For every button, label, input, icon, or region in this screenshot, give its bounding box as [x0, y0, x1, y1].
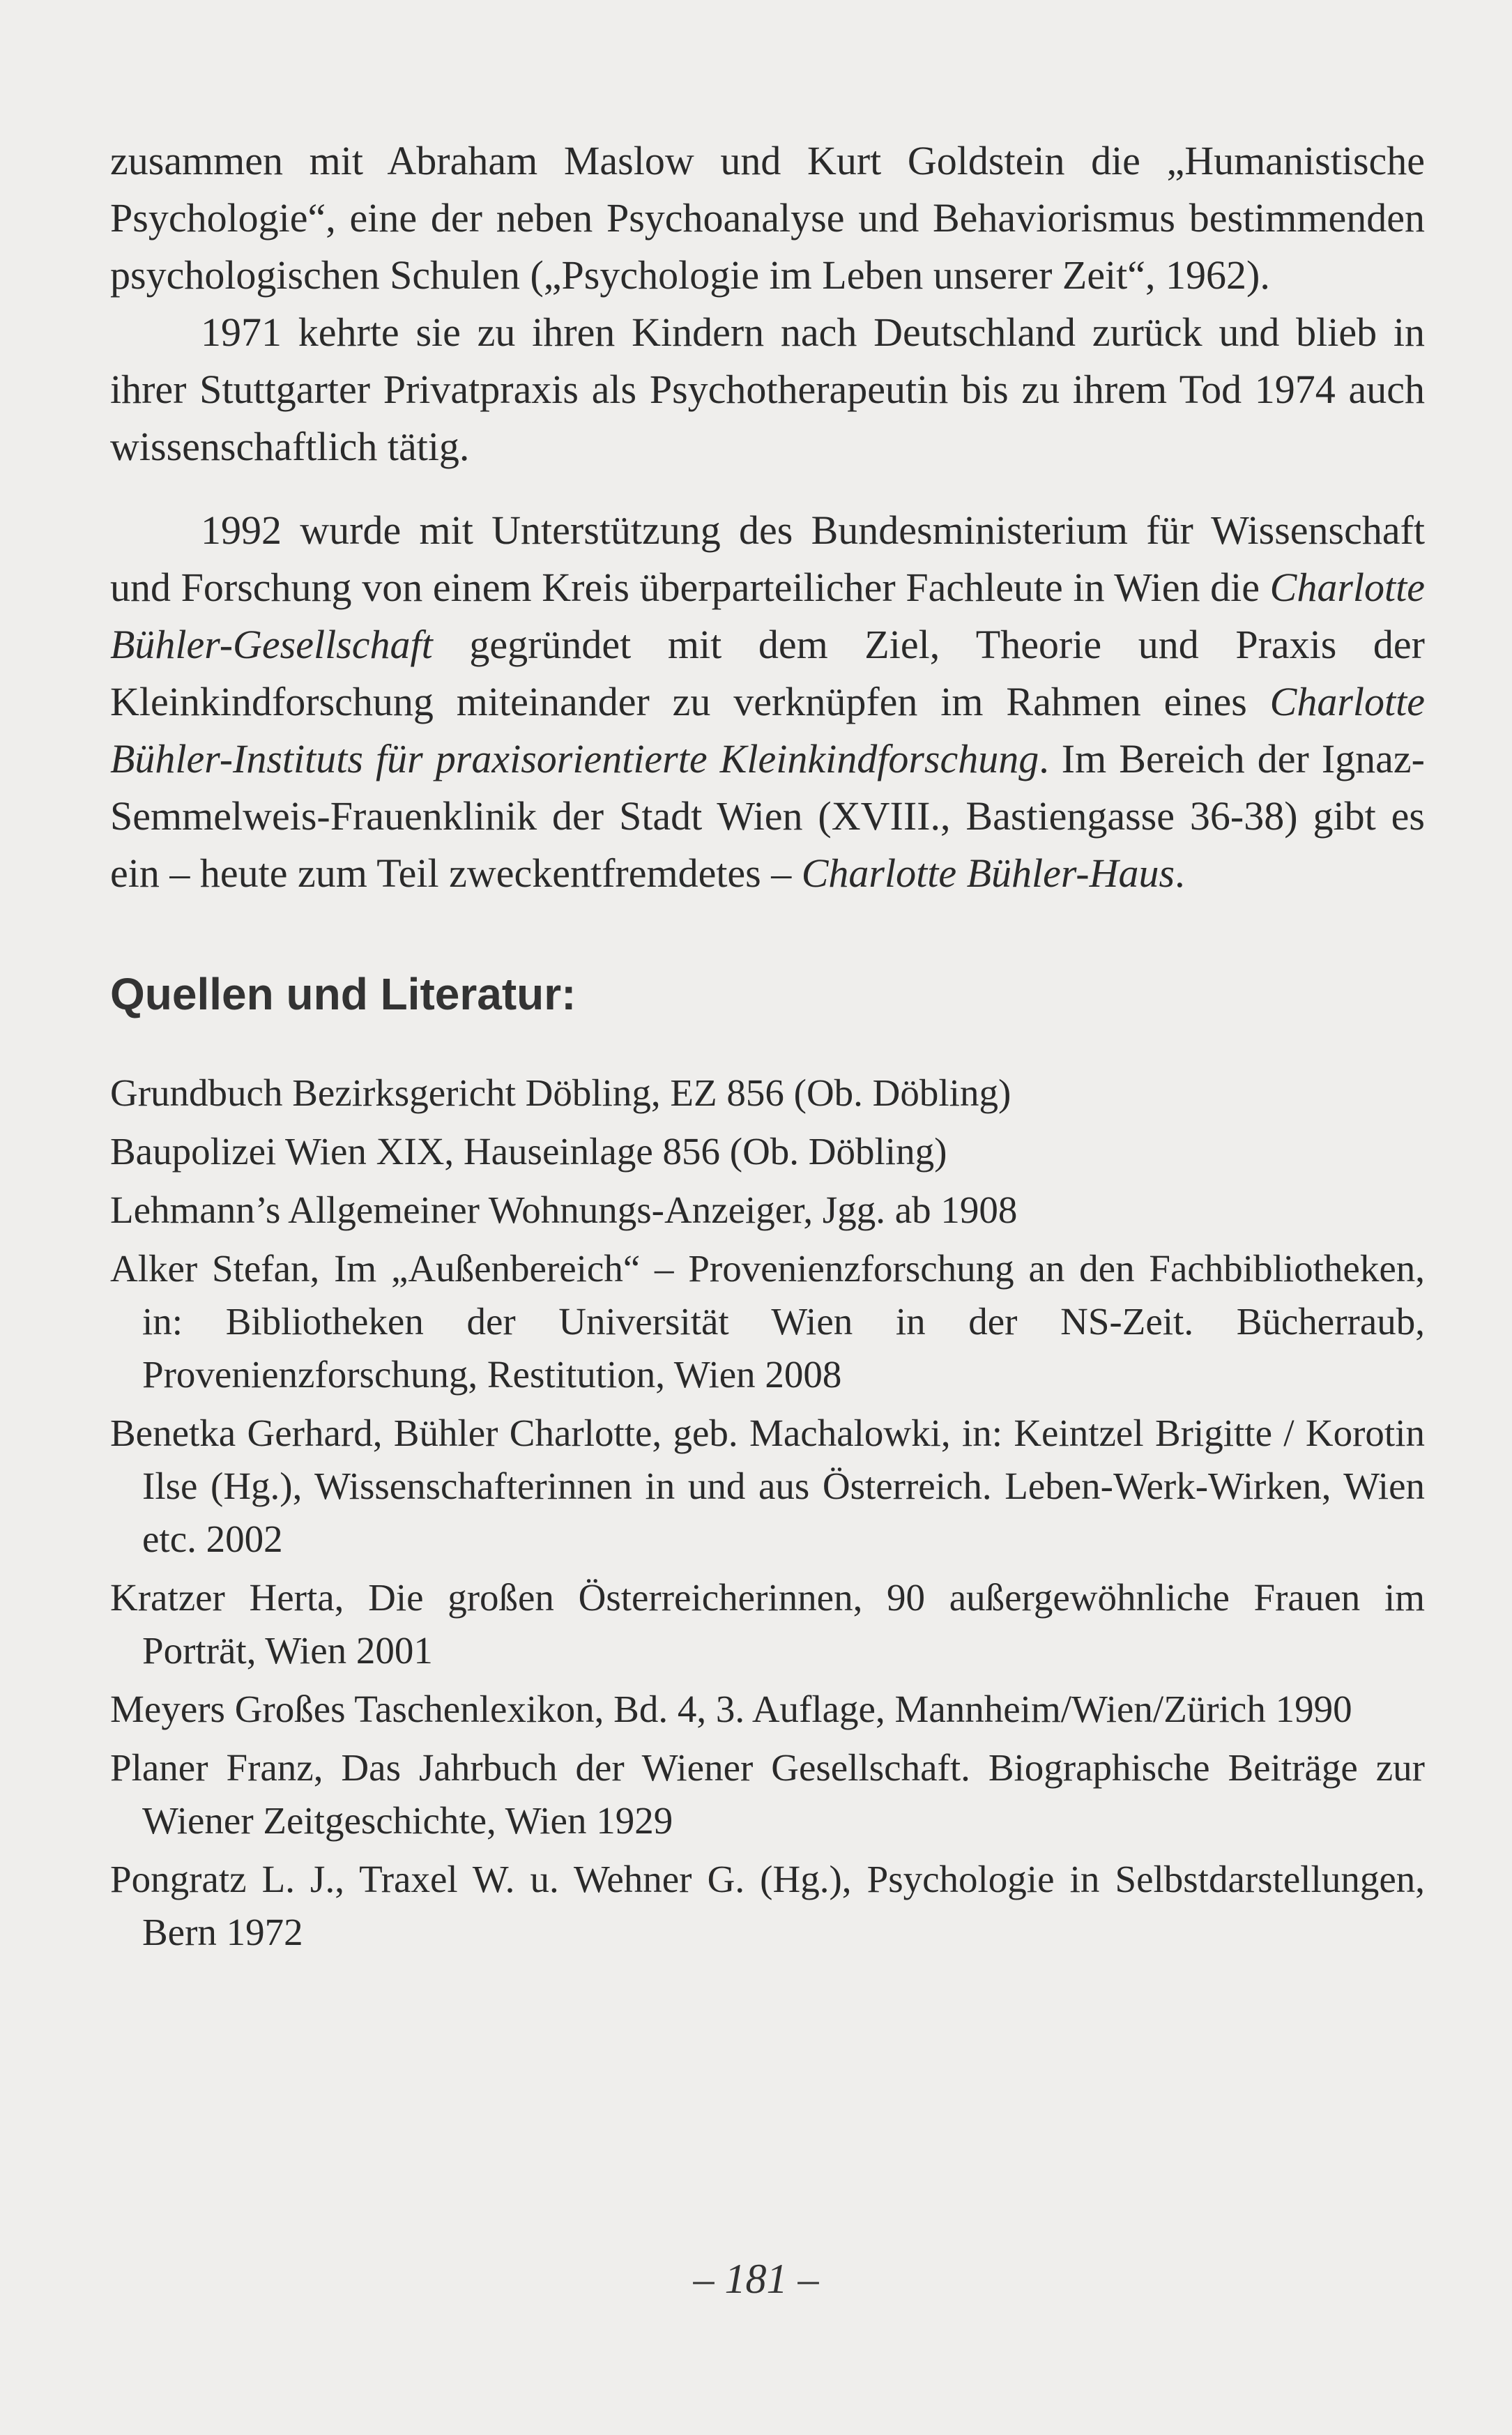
- text-segment: .: [1175, 850, 1185, 896]
- reference-list: [110, 1067, 1425, 1959]
- page-content: [110, 132, 1425, 1964]
- paragraph-humanistic-psychology: zusammen mit Abraham Maslow und Kurt Goldstein die „Humanistische Psychologie“, eine der neben Psychoanalyse und Behaviorismus bestimmenden psychologischen Schulen („Psychologie im Leben unserer Zeit“, 1962).: [110, 138, 1425, 298]
- page-number: – 181 –: [693, 2256, 819, 2302]
- reference-item: Alker Stefan, Im „Außenbereich“ – Provenienzforschung an den Fachbibliotheken, in: Bibliotheken der Universität Wien in der NS-Zeit. Bücherraub, Provenienzforschung, Restitution, Wien 2008: [110, 1247, 1425, 1396]
- reference-item: Benetka Gerhard, Bühler Charlotte, geb. Machalowki, in: Keintzel Brigitte / Korotin Ilse (Hg.), Wissenschafterinnen in und aus Österreich. Leben-Werk-Wirken, Wien etc. 2002: [110, 1412, 1425, 1560]
- sources-heading: Quellen und Literatur:: [110, 969, 576, 1019]
- reference-item: Meyers Großes Taschenlexikon, Bd. 4, 3. Auflage, Mannheim/Wien/Zürich 1990: [110, 1688, 1352, 1730]
- reference-item: Kratzer Herta, Die großen Österreicherinnen, 90 außergewöhnliche Frauen im Porträt, Wien 2001: [110, 1576, 1425, 1672]
- reference-item: Pongratz L. J., Traxel W. u. Wehner G. (Hg.), Psychologie in Selbstdarstellungen, Bern 1972: [110, 1858, 1425, 1953]
- italic-haus-name: Charlotte Bühler-Haus: [801, 850, 1175, 896]
- text-segment: gegründet mit dem Ziel, Theorie und Praxis der Kleinkindforschung miteinander zu verknüpfen im Rahmen eines: [110, 622, 1425, 724]
- reference-item: Planer Franz, Das Jahrbuch der Wiener Gesellschaft. Biographische Beiträge zur Wiener Zeitgeschichte, Wien 1929: [110, 1746, 1425, 1842]
- reference-item: Grundbuch Bezirksgericht Döbling, EZ 856 (Ob. Döbling): [110, 1071, 1011, 1114]
- text-segment: . Im Bereich der Ignaz-Semmelweis-Frauenklinik der Stadt Wien (XVIII., Bastiengasse 36-38) gibt es ein – heute zum Teil zweckentfremdetes –: [110, 736, 1425, 896]
- italic-society-name: Charlotte Bühler-Gesellschaft: [110, 565, 1425, 667]
- paragraph-buehler-society: [110, 502, 1425, 902]
- paragraph-return-germany: 1971 kehrte sie zu ihren Kindern nach Deutschland zurück und blieb in ihrer Stuttgarter Privatpraxis als Psychotherapeutin bis zu ihrem Tod 1974 auch wissenschaftlich tätig.: [110, 310, 1425, 469]
- italic-institute-name: Charlotte Bühler-Instituts für praxisorientierte Kleinkindforschung: [110, 679, 1425, 781]
- reference-item: Baupolizei Wien XIX, Hauseinlage 856 (Ob. Döbling): [110, 1130, 947, 1173]
- text-segment: 1992 wurde mit Unterstützung des Bundesministerium für Wissenschaft und Forschung von einem Kreis überparteilicher Fachleute in Wien die: [110, 507, 1425, 610]
- reference-item: Lehmann’s Allgemeiner Wohnungs-Anzeiger, Jgg. ab 1908: [110, 1189, 1018, 1231]
